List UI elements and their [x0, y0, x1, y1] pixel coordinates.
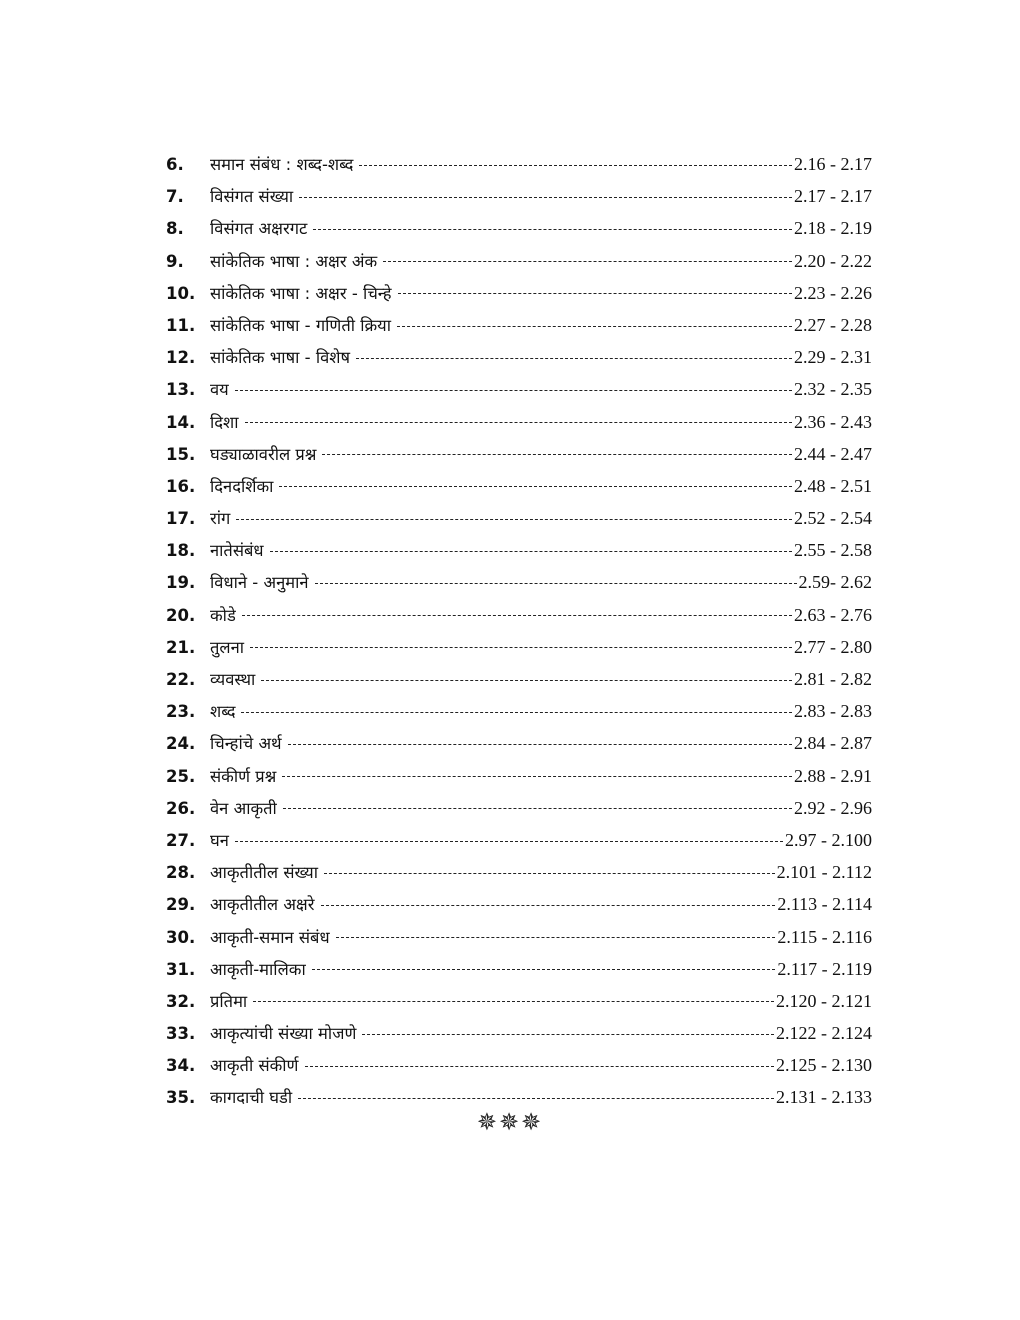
toc-entry-number: 22.	[166, 670, 196, 689]
toc-entry-pages: 2.59- 2.62	[798, 572, 872, 593]
dotted-leader	[236, 519, 792, 520]
toc-entry	[166, 663, 872, 695]
toc-entry-number: 18.	[166, 541, 196, 561]
toc-entry-pages: 2.84 - 2.87	[794, 733, 872, 754]
toc-entry-pages: 2.18 - 2.19	[794, 218, 872, 239]
dotted-leader	[235, 390, 792, 391]
toc-entry	[166, 824, 872, 856]
toc-entry-title: आकृत्यांची संख्या मोजणे	[210, 1024, 357, 1044]
toc-entry	[166, 856, 872, 888]
toc-entry-title: चिन्हांचे अर्थ	[210, 734, 282, 754]
toc-entry-pages: 2.131 - 2.133	[776, 1087, 872, 1108]
dotted-leader	[313, 229, 792, 230]
toc-entry-number: 33.	[166, 1024, 196, 1044]
toc-entry-pages: 2.92 - 2.96	[794, 797, 872, 818]
toc-entry-number: 24.	[166, 734, 196, 754]
toc-entry-pages: 2.81 - 2.82	[794, 669, 872, 689]
toc-entry-title: संकीर्ण प्रश्न	[210, 766, 277, 786]
toc-entry-title: सांकेतिक भाषा : अक्षर - चिन्हे	[210, 283, 392, 303]
toc-entry	[166, 212, 872, 244]
dotted-leader	[362, 1034, 774, 1035]
toc-entry-number: 7.	[166, 187, 184, 207]
toc-entry-pages: 2.77 - 2.80	[794, 636, 872, 657]
dotted-leader	[356, 358, 792, 359]
dotted-leader	[283, 808, 792, 809]
toc-entry-title: घन	[210, 830, 229, 850]
toc-entry-number: 25.	[166, 766, 196, 786]
toc-entry-number: 14.	[166, 412, 196, 432]
dotted-leader	[270, 551, 792, 552]
toc-entry-number: 30.	[166, 927, 196, 947]
dotted-leader	[321, 905, 776, 906]
dotted-leader	[312, 969, 776, 970]
toc-entry-title: आकृती-समान संबंध	[210, 927, 330, 947]
toc-entry-title: व्यवस्था	[210, 670, 256, 689]
dotted-leader	[398, 293, 792, 294]
toc-entry-number: 8.	[166, 219, 184, 239]
toc-entry	[166, 148, 872, 180]
toc-entry	[166, 438, 872, 470]
toc-entry-title: प्रतिमा	[210, 991, 248, 1011]
dotted-leader	[315, 583, 797, 584]
toc-entry-number: 27.	[166, 830, 196, 850]
toc-entry-number: 19.	[166, 573, 196, 593]
toc-entry	[166, 470, 872, 502]
toc-entry	[166, 502, 872, 534]
toc-entry-title: कोडे	[210, 605, 236, 625]
toc-entry	[166, 888, 872, 920]
toc-entry-pages: 2.55 - 2.58	[794, 540, 872, 561]
toc-entry	[166, 534, 872, 566]
toc-entry-pages: 2.125 - 2.130	[776, 1055, 872, 1076]
toc-entry-pages: 2.83 - 2.83	[794, 701, 872, 722]
toc-entry-number: 6.	[166, 155, 184, 174]
dotted-leader	[397, 326, 792, 327]
toc-entry	[166, 599, 872, 631]
toc-entry-number: 28.	[166, 863, 196, 883]
toc-entry-number: 9.	[166, 251, 184, 271]
toc-entry	[166, 566, 872, 598]
toc-entry-title: विधाने - अनुमाने	[210, 573, 309, 593]
toc-entry-title: विसंगत अक्षरगट	[210, 219, 308, 239]
dotted-leader	[298, 1098, 774, 1099]
toc-entry-number: 26.	[166, 798, 196, 818]
toc-entry-number: 11.	[166, 315, 196, 335]
toc-entry-title: रांग	[210, 509, 231, 529]
dotted-leader	[250, 647, 792, 648]
toc-entry	[166, 695, 872, 727]
toc-entry-pages: 2.115 - 2.116	[777, 926, 872, 947]
toc-entry	[166, 1017, 872, 1049]
toc-entry-number: 35.	[166, 1088, 196, 1108]
toc-entry-pages: 2.117 - 2.119	[777, 958, 872, 979]
table-of-contents	[166, 148, 872, 1114]
dotted-leader	[336, 937, 776, 938]
dotted-leader	[324, 873, 775, 874]
toc-entry	[166, 760, 872, 792]
toc-entry	[166, 373, 872, 405]
toc-entry-pages: 2.120 - 2.121	[776, 990, 872, 1011]
toc-entry	[166, 341, 872, 373]
toc-entry-title: कागदाची घडी	[210, 1088, 293, 1108]
toc-entry	[166, 245, 872, 277]
toc-entry	[166, 406, 872, 438]
toc-entry-number: 21.	[166, 637, 196, 657]
toc-entry	[166, 727, 872, 759]
toc-entry-number: 13.	[166, 380, 196, 400]
toc-entry-number: 16.	[166, 476, 196, 496]
toc-entry-title: घड्याळावरील प्रश्न	[210, 444, 317, 464]
dotted-leader	[305, 1066, 775, 1067]
toc-entry	[166, 1049, 872, 1081]
toc-entry-title: तुलना	[210, 637, 245, 657]
toc-entry-pages: 2.20 - 2.22	[794, 250, 872, 271]
toc-entry	[166, 792, 872, 824]
toc-entry-number: 34.	[166, 1056, 196, 1076]
toc-entry-pages: 2.16 - 2.17	[794, 154, 872, 174]
dotted-leader	[261, 680, 792, 681]
toc-entry-pages: 2.32 - 2.35	[794, 379, 872, 400]
toc-entry-pages: 2.97 - 2.100	[785, 829, 872, 850]
toc-entry-title: वेन आकृती	[210, 798, 277, 818]
dotted-leader	[279, 486, 792, 487]
toc-entry-pages: 2.63 - 2.76	[794, 604, 872, 625]
toc-entry-title: वय	[210, 380, 229, 400]
toc-entry-title: आकृतीतील संख्या	[210, 863, 318, 883]
toc-entry-number: 10.	[166, 283, 196, 303]
toc-entry-title: दिशा	[210, 412, 239, 432]
toc-entry-pages: 2.101 - 2.112	[776, 862, 872, 883]
toc-entry	[166, 921, 872, 953]
dotted-leader	[288, 744, 792, 745]
toc-entry-pages: 2.36 - 2.43	[794, 411, 872, 432]
toc-entry-title: आकृती संकीर्ण	[210, 1056, 299, 1076]
toc-entry	[166, 309, 872, 341]
toc-entry-pages: 2.17 - 2.17	[794, 186, 872, 207]
toc-entry-title: विसंगत संख्या	[210, 187, 294, 207]
dotted-leader	[282, 776, 792, 777]
dotted-leader	[383, 261, 792, 262]
toc-entry-pages: 2.52 - 2.54	[794, 508, 872, 529]
toc-entry-pages: 2.113 - 2.114	[777, 894, 872, 915]
toc-entry-number: 29.	[166, 895, 196, 915]
toc-entry-title: दिनदर्शिका	[210, 476, 274, 496]
toc-entry-number: 32.	[166, 991, 196, 1011]
dotted-leader	[241, 712, 792, 713]
toc-entry-title: सांकेतिक भाषा : अक्षर अंक	[210, 251, 378, 271]
end-ornament: ✵✵✵	[476, 1108, 544, 1136]
dotted-leader	[235, 841, 783, 842]
dotted-leader	[299, 197, 792, 198]
dotted-leader	[245, 422, 792, 423]
toc-entry-pages: 2.122 - 2.124	[776, 1023, 872, 1044]
toc-entry-title: नातेसंबंध	[210, 541, 264, 561]
dotted-leader	[253, 1001, 774, 1002]
toc-entry-pages: 2.27 - 2.28	[794, 314, 872, 335]
toc-entry-pages: 2.48 - 2.51	[794, 475, 872, 496]
toc-entry-number: 15.	[166, 444, 196, 464]
toc-entry	[166, 277, 872, 309]
toc-entry-pages: 2.88 - 2.91	[794, 765, 872, 786]
toc-entry-number: 23.	[166, 702, 196, 722]
toc-entry	[166, 985, 872, 1017]
toc-entry-number: 12.	[166, 348, 196, 368]
toc-entry-number: 31.	[166, 959, 196, 979]
dotted-leader	[242, 615, 792, 616]
toc-entry	[166, 180, 872, 212]
toc-entry-title: शब्द	[210, 702, 236, 722]
dotted-leader	[359, 165, 792, 166]
toc-entry-number: 20.	[166, 605, 196, 625]
toc-entry-pages: 2.23 - 2.26	[794, 282, 872, 303]
toc-entry-title: आकृतीतील अक्षरे	[210, 895, 315, 915]
toc-entry-title: समान संबंध : शब्द-शब्द	[210, 155, 354, 174]
toc-entry-number: 17.	[166, 509, 196, 529]
toc-entry-pages: 2.44 - 2.47	[794, 443, 872, 464]
toc-entry	[166, 953, 872, 985]
toc-entry-pages: 2.29 - 2.31	[794, 347, 872, 368]
toc-entry-title: सांकेतिक भाषा - गणिती क्रिया	[210, 315, 392, 335]
dotted-leader	[322, 454, 792, 455]
toc-entry	[166, 631, 872, 663]
toc-entry-title: आकृती-मालिका	[210, 959, 306, 979]
toc-entry-title: सांकेतिक भाषा - विशेष	[210, 348, 351, 368]
